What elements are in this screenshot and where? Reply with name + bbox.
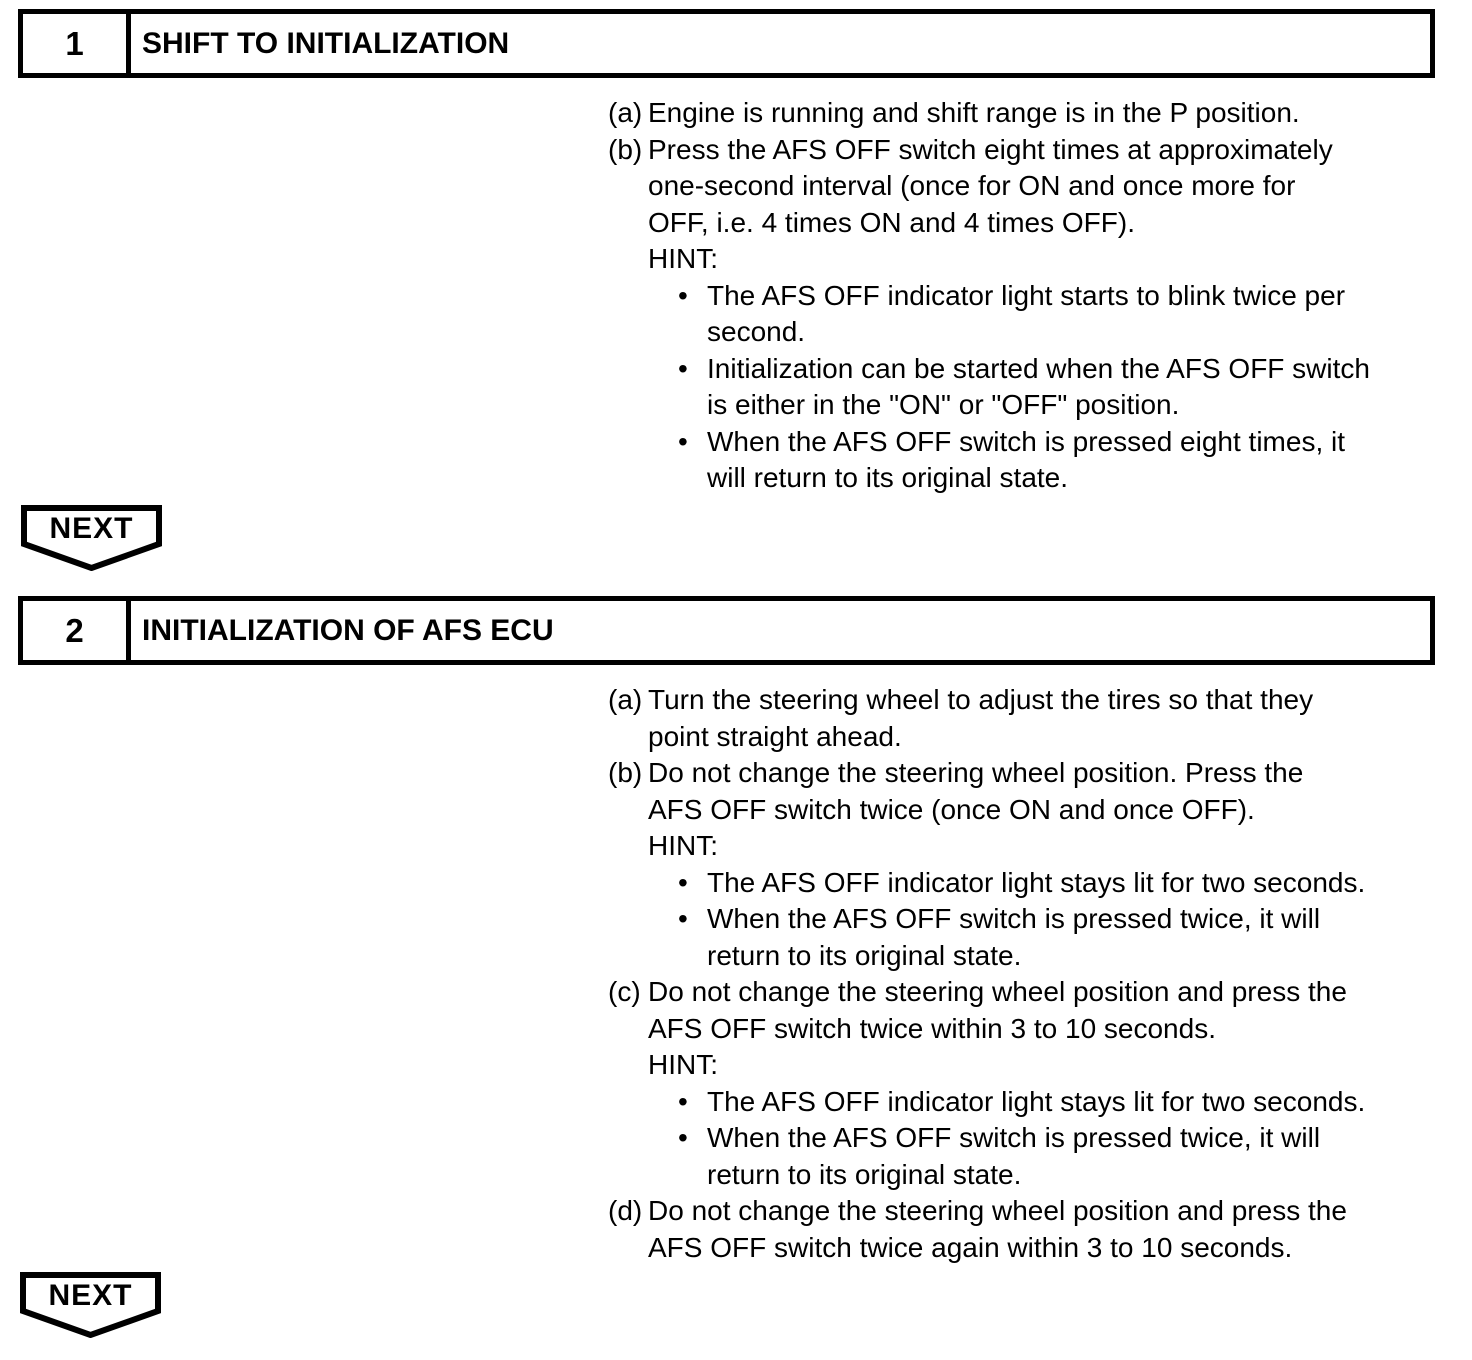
instruction-line: AFS OFF switch twice within 3 to 10 seconds. [648, 1012, 1216, 1044]
next-label: NEXT [49, 512, 134, 545]
instruction-line: Do not change the steering wheel position and press the [648, 976, 1347, 1007]
list-label: (a) [608, 684, 643, 715]
instruction-line: is either in the "ON" or "OFF" position. [707, 389, 1180, 420]
bullet-icon: • [678, 1122, 688, 1153]
step-2-title: INITIALIZATION OF AFS ECU [142, 613, 554, 647]
instruction-line: AFS OFF switch twice again within 3 to 10 seconds. [648, 1231, 1293, 1263]
list-label: (b) [608, 133, 643, 165]
instruction-line: When the AFS OFF switch is pressed twice, it will [707, 1122, 1321, 1153]
hint-bullet [608, 278, 1460, 315]
instruction-line: Do not change the steering wheel position. Press the [648, 757, 1304, 788]
instruction-item-c [608, 974, 1460, 1011]
bullet-icon: • [678, 866, 688, 898]
hint-bullet [608, 1120, 1460, 1157]
instruction-line: will return to its original state. [707, 462, 1069, 493]
instruction-line: The AFS OFF indicator light stays lit for two seconds. [707, 1085, 1366, 1117]
instruction-item-b [608, 132, 1460, 169]
instruction-line: Do not change the steering wheel position and press the [648, 1195, 1347, 1226]
bullet-icon: • [678, 425, 688, 457]
bullet-icon: • [678, 903, 688, 934]
step-1-number: 1 [23, 14, 131, 73]
bullet-icon: • [678, 352, 688, 384]
instruction-line: When the AFS OFF switch is pressed twice, it will [707, 903, 1321, 934]
list-label: (c) [608, 976, 641, 1007]
hint-label: HINT: [648, 1049, 718, 1080]
bullet-icon: • [678, 1085, 688, 1117]
next-connector [20, 1272, 161, 1338]
instruction-line: one-second interval (once for ON and once more for [648, 170, 1296, 201]
instruction-item-a [608, 682, 1460, 719]
next-label: NEXT [48, 1279, 133, 1312]
list-label: (d) [608, 1195, 643, 1226]
instruction-line: When the AFS OFF switch is pressed eight times, it [707, 425, 1345, 457]
instruction-line: return to its original state. [707, 1158, 1022, 1190]
instruction-line: point straight ahead. [648, 720, 902, 752]
instruction-line: The AFS OFF indicator light starts to blink twice per [707, 279, 1346, 311]
list-label: (a) [608, 97, 643, 128]
hint-bullet [608, 901, 1460, 938]
step-2-header [18, 596, 1435, 665]
instruction-item-d [608, 1193, 1460, 1230]
hint-bullet [608, 865, 1460, 902]
instruction-line: return to its original state. [707, 939, 1022, 971]
instruction-line: AFS OFF switch twice (once ON and once OFF). [648, 793, 1255, 825]
step-1-header [18, 9, 1435, 78]
instruction-line: second. [707, 316, 806, 347]
next-connector [21, 505, 162, 571]
step-1-instructions [608, 95, 1460, 497]
hint-label: HINT: [648, 830, 718, 861]
bullet-icon: • [678, 279, 688, 311]
step-2-instructions [608, 682, 1460, 1266]
hint-bullet [608, 351, 1460, 388]
instruction-line: OFF, i.e. 4 times ON and 4 times OFF). [648, 206, 1135, 238]
instruction-line: Press the AFS OFF switch eight times at approximately [648, 133, 1333, 165]
step-2-number: 2 [23, 601, 131, 660]
instruction-line: Engine is running and shift range is in the P position. [648, 97, 1300, 128]
hint-bullet [608, 424, 1460, 461]
step-1-title: SHIFT TO INITIALIZATION [142, 26, 510, 60]
instruction-line: Turn the steering wheel to adjust the tires so that they [648, 684, 1314, 715]
list-label: (b) [608, 757, 643, 788]
hint-bullet [608, 1084, 1460, 1121]
instruction-item-b [608, 755, 1460, 792]
instruction-line: The AFS OFF indicator light stays lit for two seconds. [707, 866, 1366, 898]
instruction-item-a [608, 95, 1460, 132]
hint-label: HINT: [648, 243, 718, 274]
instruction-line: Initialization can be started when the AFS OFF switch [707, 352, 1370, 384]
